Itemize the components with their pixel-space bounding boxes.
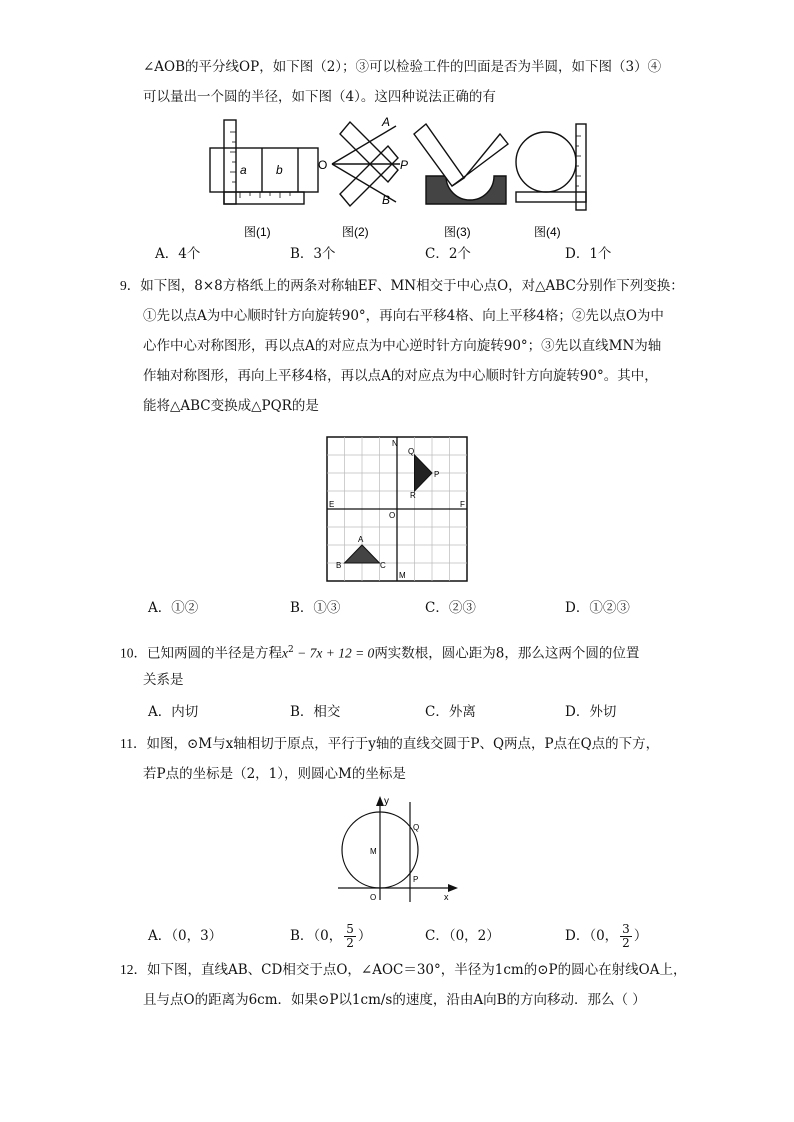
q10-eq-sup: 2 [288,645,294,655]
q9-text-line-5: 能将△ABC变换成△PQR的是 [143,398,319,414]
q11-option-b-post: ） [357,928,372,944]
q10-stem-post: 两实数根，圆心距为8，那么这两个圆的位置 [374,645,640,662]
q10-text-line-1 [120,640,639,664]
grid-label-F: F [460,500,465,509]
q8-text-line-1: ∠AOB的平分线OP，如下图（2）；③可以检验工件的凹面是否为半圆，如下图（3）④ [143,59,662,75]
q11-option-d-numerator: 3 [622,922,630,936]
q11-number: 11． [120,736,147,751]
q11-option-c[interactable]: C．（0，2） [425,928,500,944]
q11-text-line-1 [120,734,659,754]
grid-label-A: A [358,535,364,544]
q10-text-line-2: 关系是 [143,672,184,688]
q10-option-b[interactable]: B．相交 [290,704,341,720]
q11-option-d[interactable] [565,914,647,958]
grid-label-Q: Q [408,447,415,456]
q9-text-line-3: 心作中心对称图形，再以点A的对应点为中心逆时针方向旋转90°；③先以直线MN为轴 [143,338,662,354]
fig1-rectangle-with-ruler [210,120,318,204]
fig3-caption: 图(3) [444,225,471,239]
fig2-label-O: O [318,158,328,172]
q9-text-line-4: 作轴对称图形，再向上平移4格，再以点A的对应点为中心顺时针方向旋转90°。其中， [143,368,658,384]
fig1-caption: 图(1) [244,225,271,239]
q11-option-d-denominator: 2 [622,936,630,950]
q12-number: 12． [120,962,147,977]
q9-option-b[interactable]: B．①③ [290,600,341,616]
q11-option-b-pre: B．（0， [290,928,343,944]
q8-option-c[interactable]: C．2个 [425,246,471,262]
fig-label-x: x [444,892,449,902]
q10-option-d[interactable]: D．外切 [565,704,617,720]
y-axis-arrow-icon [376,796,384,806]
q9-text-line-1 [120,276,684,296]
q11-option-d-post: ） [633,928,648,944]
fig4-caption: 图(4) [534,225,561,239]
fig-label-M: M [370,847,377,856]
q10-option-c[interactable]: C．外离 [425,704,476,720]
q12-text-line-2: 且与点O的距离为6cm．如果⊙P以1cm/s的速度，沿由A向B的方向移动．那么（ ） [143,992,646,1008]
q11-text-line-2: 若P点的坐标是（2，1），则圆心M的坐标是 [143,766,406,782]
grid-label-B: B [336,561,342,570]
fig1-label-b: b [276,163,283,177]
q9-text-line-2: ①先以点A为中心顺时针方向旋转90°，再向右平移4格、向上平移4格；②先以点O为中 [143,308,664,324]
q8-option-d[interactable]: D．1个 [565,246,612,262]
q11-option-b[interactable] [290,914,371,958]
q9-option-d[interactable]: D．①②③ [565,600,630,616]
q8-option-a[interactable]: A．4个 [155,246,201,262]
fig-label-P: P [413,875,419,884]
fig-label-y: y [384,796,389,807]
q12-text-line-1 [120,960,686,980]
q11-circle-figure [334,794,464,906]
q11-option-d-fraction [620,923,632,950]
q9-stem: 如下图，8×8方格纸上的两条对称轴EF、MN相交于中心点O，对△ABC分别作下列变换： [140,278,684,294]
x-axis-arrow-icon [448,884,458,892]
q8-text-line-2: 可以量出一个圆的半径，如下图（4）。这四种说法正确的有 [143,89,496,105]
q11-option-b-denominator: 2 [346,936,354,950]
grid-label-M: M [399,571,406,580]
fig2-label-B: B [382,193,391,207]
q10-eq-x: x [282,645,288,661]
fig1-label-a: a [240,163,247,177]
q8-figures [200,112,600,240]
fig-label-O: O [370,893,377,902]
q9-option-a[interactable]: A．①② [148,600,199,616]
grid-label-P: P [434,470,440,479]
q9-number: 9． [120,278,141,293]
q12-stem: 如下图，直线AB、CD相交于点O，∠AOC＝30°，半径为1cm的⊙P的圆心在射线OA上， [147,962,687,978]
q9-grid-figure [326,436,468,582]
q11-option-a[interactable]: A．（0，3） [148,928,223,944]
triangle-ABC [345,545,380,563]
q10-number: 10． [120,645,147,661]
q10-option-a[interactable]: A．内切 [148,704,199,720]
fig3-semicircle-workpiece [414,124,508,204]
fig2-label-A: A [382,115,391,129]
fig4-circle-with-ruler [516,124,586,210]
grid-label-O: O [389,511,396,520]
q9-option-c[interactable]: C．②③ [425,600,476,616]
q10-eq-rest: − 7x + 12 = 0 [293,645,375,661]
grid-label-C: C [380,561,386,570]
triangle-PQR [415,455,433,491]
q11-stem: 如图，⊙M与x轴相切于原点，平行于y轴的直线交圆于P、Q两点，P点在Q点的下方， [146,736,660,752]
grid-label-N: N [392,439,398,448]
fig2-label-P: P [400,158,409,172]
q11-option-b-numerator: 5 [346,922,354,936]
fig2-caption: 图(2) [342,225,369,239]
q10-stem-pre: 已知两圆的半径是方程 [147,645,282,662]
q11-option-d-pre: D．（0， [565,928,619,944]
q8-option-b[interactable]: B．3个 [290,246,336,262]
grid-label-E: E [329,500,335,509]
grid-label-R: R [410,491,416,500]
q11-option-b-fraction [344,923,356,950]
fig-label-Q: Q [413,823,420,832]
